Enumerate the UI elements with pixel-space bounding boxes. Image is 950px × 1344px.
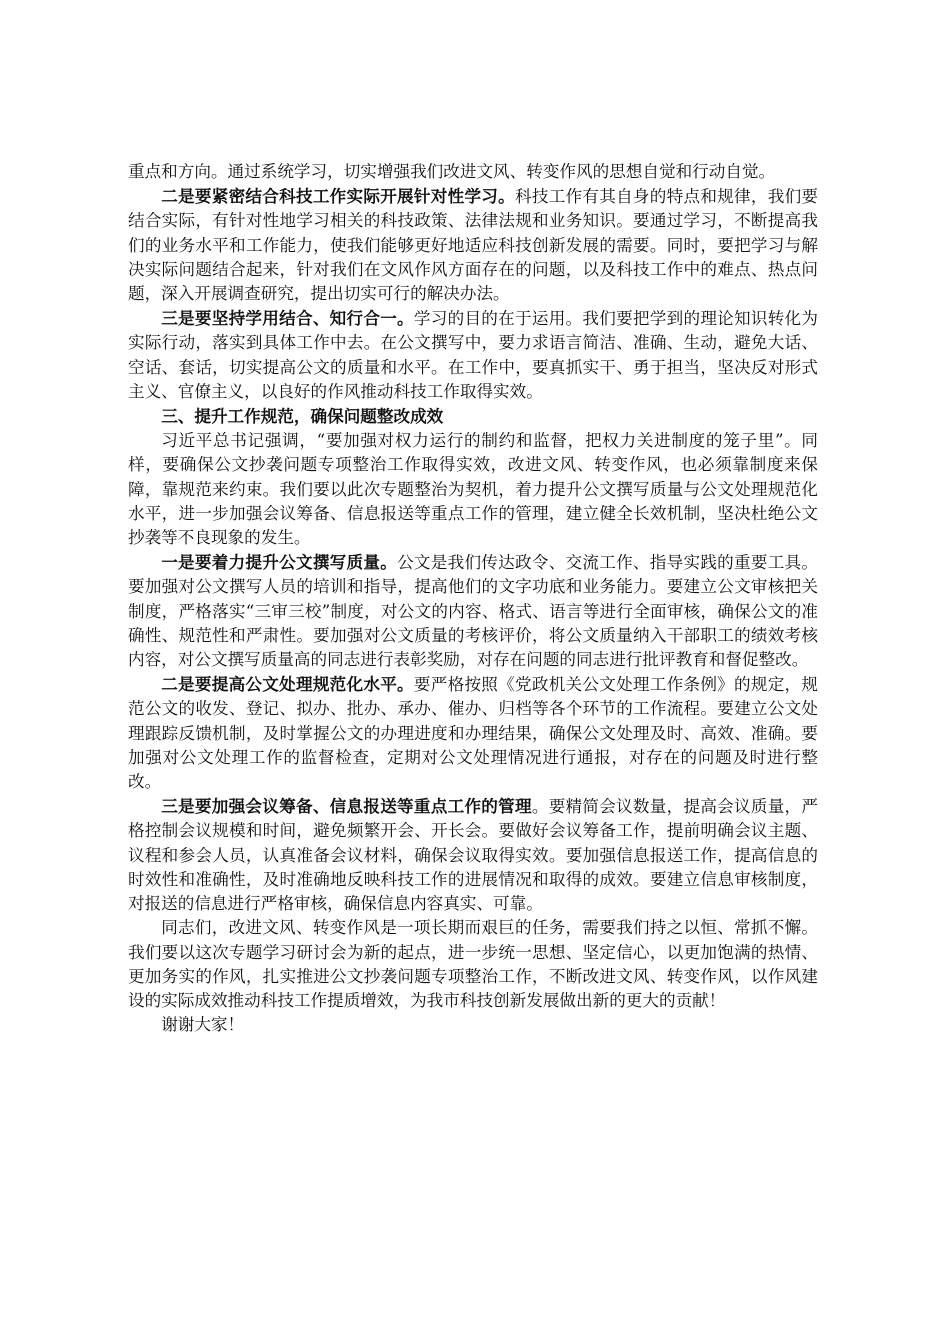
paragraph-processing-standard [128,672,818,794]
paragraph-lead: 二是要提高公文处理规范化水平。 [161,674,414,695]
paragraph-lead: 一是要着力提升公文撰写质量。 [161,552,398,573]
paragraph-text: 要严格按照《党政机关公文处理工作条例》的规定，规范公文的收发、登记、拟办、批办、承办、催办、归档等各个环节的工作流程。要建立公文处理跟踪反馈机制，及时掌握公文的办理进度和办理结果，确保公文处理及时、高效、准确。要加强对公文处理工作的监督检查，定期对公文处理情况进行通报，对存在的问题及时进行整改。 [128,675,818,792]
paragraph-section-intro [128,429,818,550]
document-body [128,160,818,1037]
paragraph-closing [128,1013,818,1037]
paragraph-text: 习近平总书记强调，“要加强对权力运行的制约和监督，把权力关进制度的笼子里”。同样，要确保公文抄袭问题专项整治工作取得实效，改进文风、转变作风，也必须靠制度来保障，靠规范来约束。我们要以此次专题整治为契机，着力提升公文撰写质量与公文处理规范化水平，进一步加强会议筹备、信息报送等重点工作的管理，建立健全长效机制，坚决杜绝公文抄袭等不良现象的发生。 [128,431,818,548]
paragraph-study-practice [128,184,818,306]
paragraph-meeting-management [128,794,818,916]
paragraph-continuation [128,160,818,184]
paragraph-lead: 三是要加强会议筹备、信息报送等重点工作的管理 [161,796,532,817]
section-heading [128,404,818,429]
paragraph-writing-quality [128,550,818,672]
paragraph-text: 公文是我们传达政令、交流工作、指导实践的重要工具。要加强对公文撰写人员的培训和指导，提高他们的文字功底和业务能力。要建立公文审核把关制度，严格落实“三审三校”制度，对公文的内容、格式、语言等进行全面审核，确保公文的准确性、规范性和严肃性。要加强对公文质量的考核评价，将公文质量纳入干部职工的绩效考核内容，对公文撰写质量高的同志进行表彰奖励，对存在问题的同志进行批评教育和督促整改。 [128,553,819,670]
paragraph-learn-apply [128,306,818,404]
paragraph-text: 同志们，改进文风、转变作风是一项长期而艰巨的任务，需要我们持之以恒、常抓不懈。我们要以这次专题学习研讨会为新的起点，进一步统一思想、坚定信心，以更加饱满的热情、更加务实的作风，扎实推进公文抄袭问题专项整治工作，不断改进文风、转变作风，以作风建设的实际成效推动科技工作提质增效，为我市科技创新发展做出新的更大的贡献！ [128,918,818,1010]
paragraph-text: 学习的目的在于运用。我们要把学到的理论知识转化为实际行动，落实到具体工作中去。在公文撰写中，要力求语言简洁、准确、生动，避免大话、空话、套话，切实提高公文的质量和水平。在工作中，要真抓实干、勇于担当，坚决反对形式主义、官僚主义，以良好的作风推动科技工作取得实效。 [128,309,818,401]
paragraph-text: 谢谢大家！ [161,1015,245,1035]
paragraph-lead: 三是要坚持学用结合、知行合一。 [161,308,414,329]
paragraph-text: 。要精简会议数量，提高会议质量，严格控制会议规模和时间，避免频繁开会、开长会。要做好会议筹备工作，提前明确会议主题、议程和参会人员，认真准备会议材料，确保会议取得实效。要加强信息报送工作，提高信息的时效性和准确性，及时准确地反映科技工作的进展情况和取得的成效。要建立信息审核制度，对报送的信息进行严格审核，确保信息内容真实、可靠。 [128,797,819,914]
section-heading-text: 三、提升工作规范，确保问题整改成效 [161,406,444,427]
paragraph-text: 重点和方向。通过系统学习，切实增强我们改进文风、转变作风的思想自觉和行动自觉。 [128,162,776,181]
paragraph-lead: 二是要紧密结合科技工作实际开展针对性学习。 [161,186,515,207]
paragraph-conclusion [128,916,818,1013]
paragraph-text: 科技工作有其自身的特点和规律，我们要结合实际，有针对性地学习相关的科技政策、法律法规和业务知识。要通过学习，不断提高我们的业务水平和工作能力，使我们能够更好地适应科技创新发展的需要。同时，要把学习与解决实际问题结合起来，针对我们在文风作风方面存在的问题，以及科技工作中的难点、热点问题，深入开展调查研究，提出切实可行的解决办法。 [128,187,819,304]
